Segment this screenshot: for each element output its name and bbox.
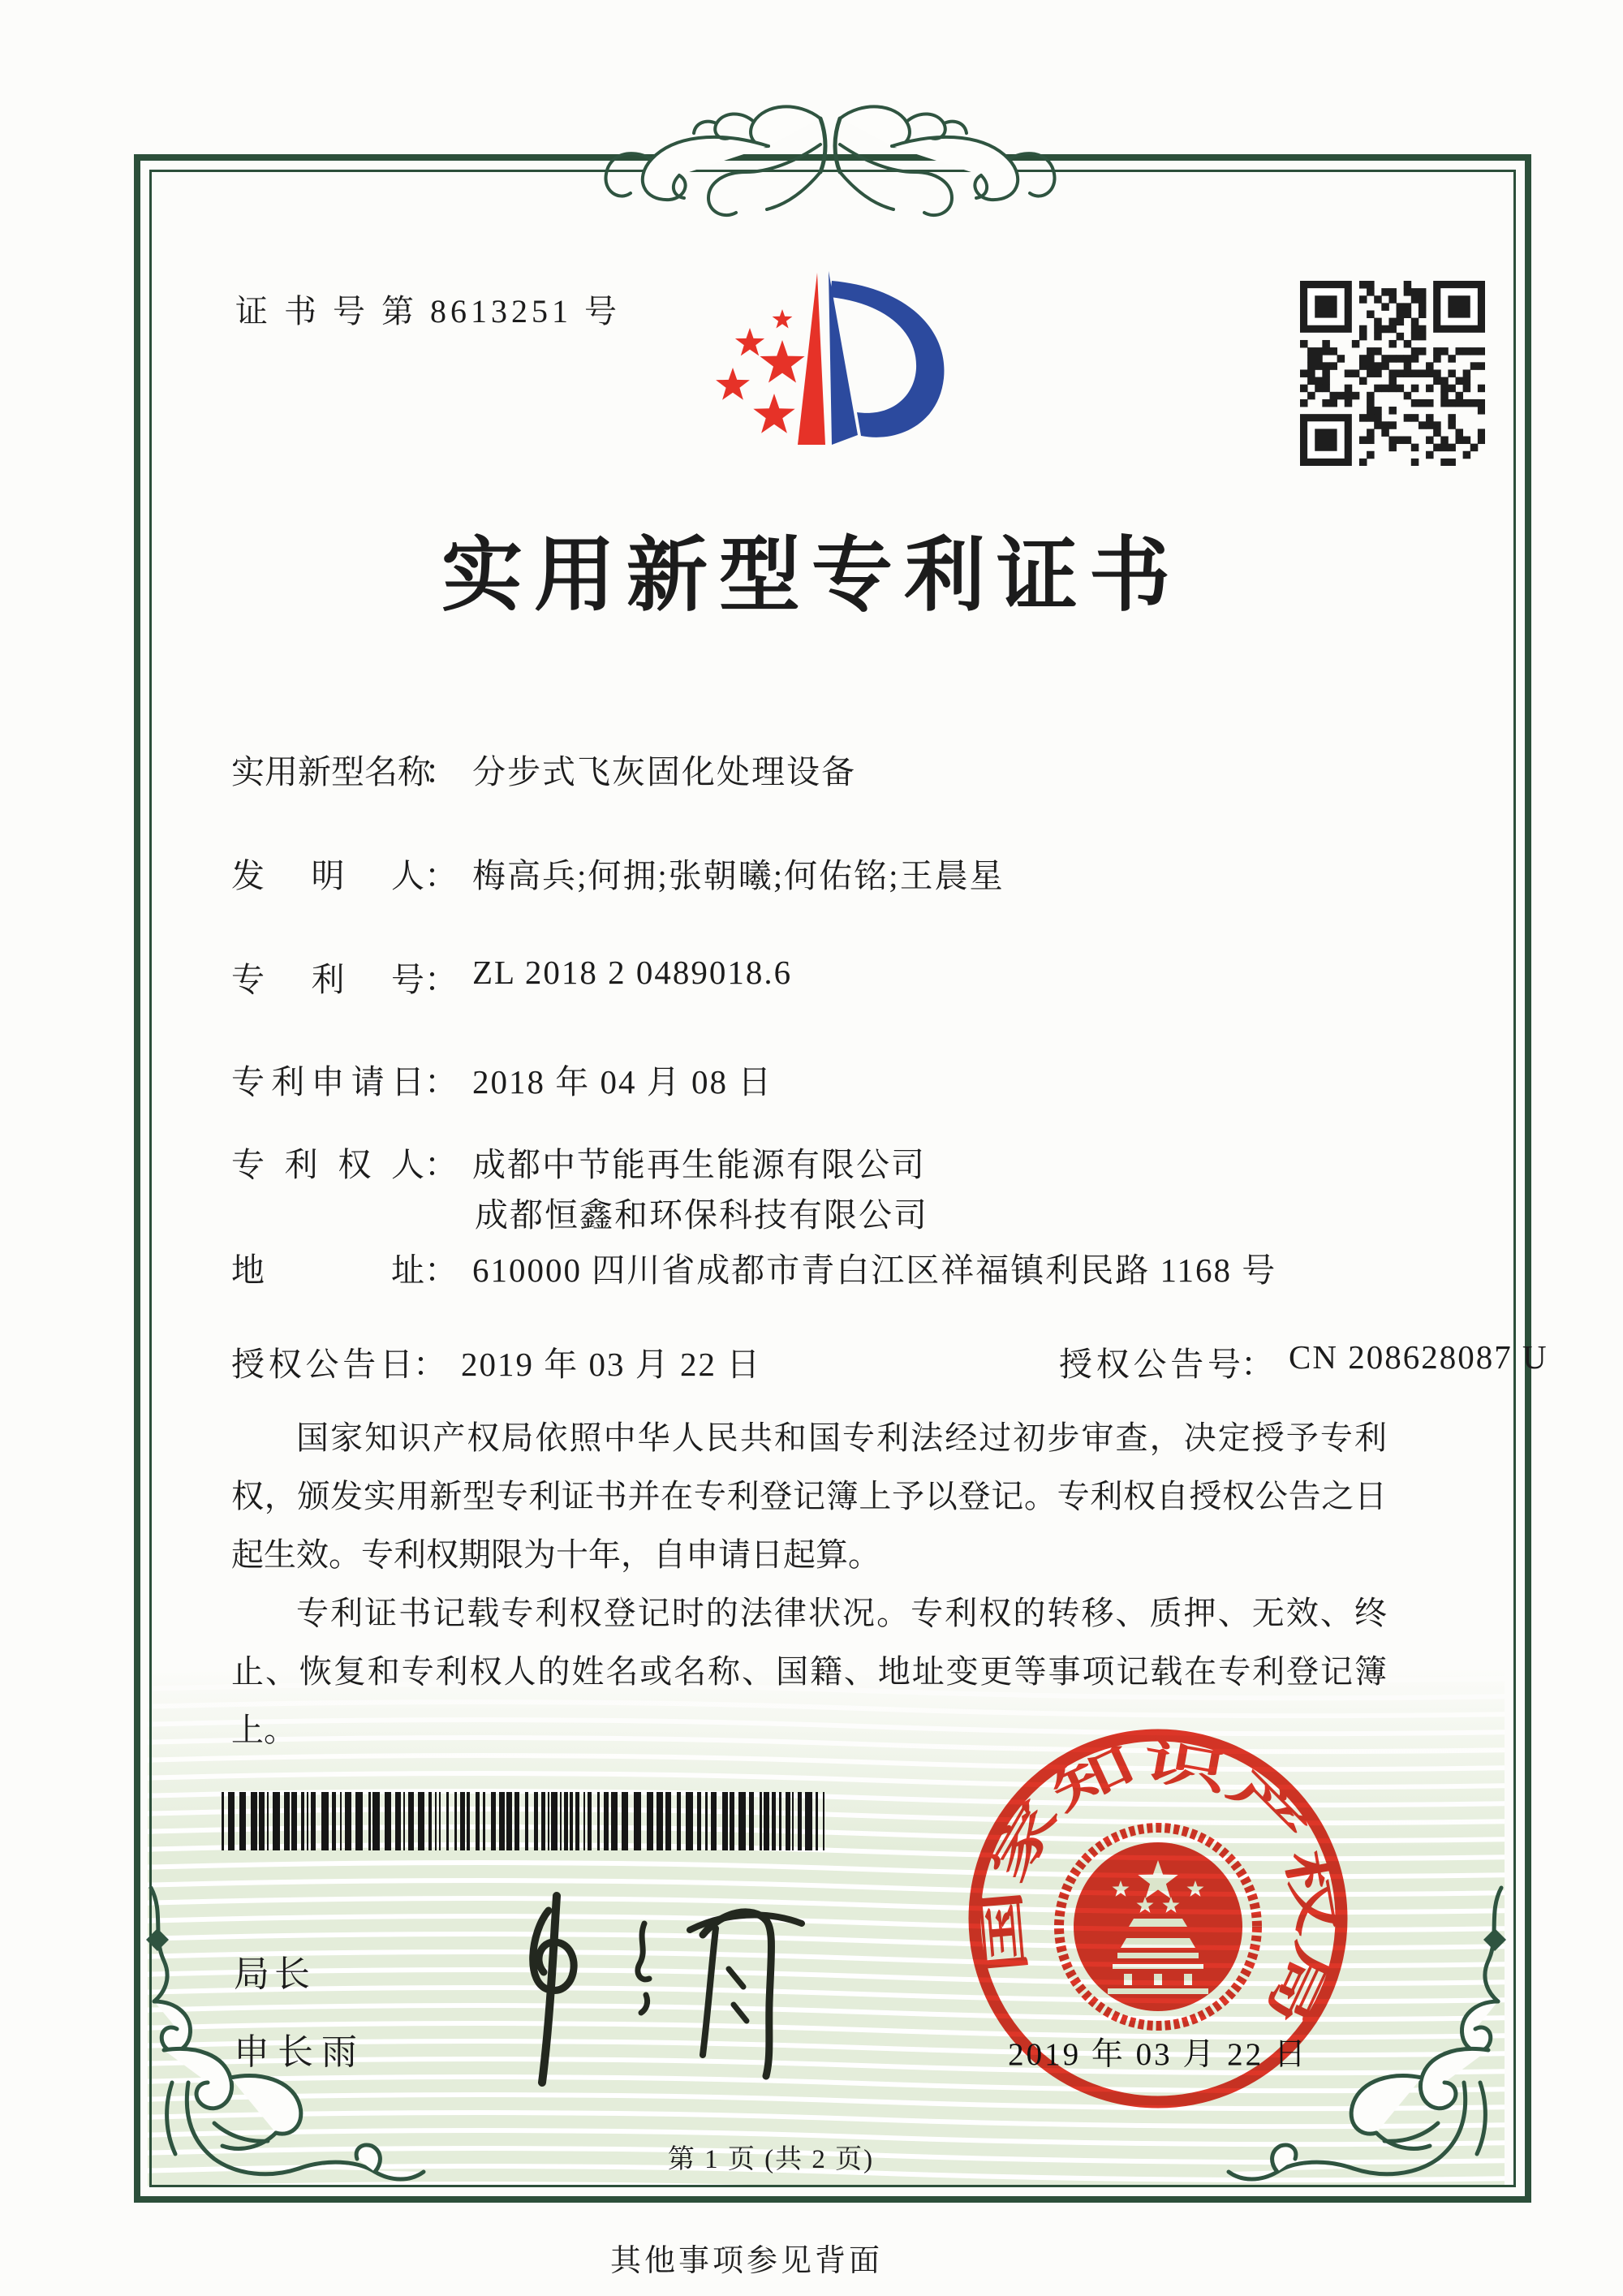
- cnipa-logo: [694, 240, 994, 484]
- qr-code: [1300, 281, 1485, 466]
- field-label: 授权公告号: [1059, 1346, 1241, 1383]
- field-value: 610000 四川省成都市青白江区祥福镇利民路 1168 号: [472, 1251, 1277, 1289]
- field-value: 2019 年 03 月 22 日: [461, 1346, 762, 1383]
- field-address: [231, 1243, 1432, 1291]
- colon: ：: [424, 1146, 458, 1183]
- page-number-footer: 第 1 页 (共 2 页): [667, 2145, 875, 2174]
- twin-dragon-ornament: [595, 94, 1065, 226]
- field-label: 地址: [231, 1251, 424, 1289]
- field-label: 专利申请日: [231, 1063, 424, 1101]
- colon: ：: [424, 1251, 458, 1289]
- colon: ：: [424, 961, 458, 998]
- field-label: 发明人: [231, 857, 424, 894]
- field-grant-row: [231, 1338, 1548, 1385]
- director-title-label: 局长: [234, 1954, 315, 1994]
- back-side-note: 其他事项参见背面: [609, 2244, 883, 2278]
- colon: ：: [424, 857, 458, 894]
- field-value: 2018 年 04 月 08 日: [472, 1063, 773, 1101]
- field-label: 授权公告日: [231, 1346, 413, 1383]
- seal-text: 国家知识产权局: [977, 1733, 1341, 2001]
- barcode: [222, 1792, 829, 1850]
- field-value: 分步式飞灰固化处理设备: [472, 753, 856, 790]
- director-name-label: 申长雨: [234, 2032, 365, 2072]
- seal-date: 2019 年 03 月 22 日: [1008, 2037, 1308, 2072]
- body-paragraph-2: 专利证书记载专利权登记时的法律状况。专利权的转移、质押、无效、终止、恢复和专利权人的姓名或名称、国籍、地址变更等事项记载在专利登记簿上。: [231, 1595, 1387, 1748]
- field-patentee-second: 成都恒鑫和环保科技有限公司: [475, 1196, 928, 1234]
- field-label: 专利号: [231, 961, 424, 998]
- colon: ：: [413, 1346, 446, 1383]
- colon: ：: [424, 753, 458, 790]
- colon: ：: [1241, 1346, 1274, 1383]
- colon: ：: [424, 1063, 458, 1101]
- field-patentee: [231, 1138, 1432, 1186]
- field-filing-date: [231, 1055, 1432, 1103]
- field-label: 专利权人: [231, 1146, 424, 1183]
- field-grant-number: [1059, 1338, 1548, 1385]
- field-value: 成都中节能再生能源有限公司: [472, 1146, 926, 1183]
- field-value: ZL 2018 2 0489018.6: [472, 954, 793, 991]
- legal-body-text: [231, 1409, 1387, 1760]
- field-utility-model-name: [231, 745, 1432, 793]
- certificate-title: 实用新型专利证书: [441, 531, 1182, 621]
- body-paragraph-1: 国家知识产权局依照中华人民共和国专利法经过初步审查，决定授予专利权，颁发实用新型专利证书并在专利登记簿上予以登记。专利权自授权公告之日起生效。专利权期限为十年，自申请日起算。: [231, 1419, 1387, 1573]
- field-patent-number: [231, 953, 1432, 1001]
- field-value: 梅高兵;何拥;张朝曦;何佑铭;王晨星: [472, 857, 1005, 894]
- certificate-number: 证 书 号 第 8613251 号: [235, 293, 621, 330]
- field-value: CN 208628087 U: [1289, 1338, 1548, 1376]
- field-inventors: [231, 849, 1432, 897]
- director-signature: [485, 1881, 859, 2092]
- field-label: 实用新型名称: [231, 753, 431, 790]
